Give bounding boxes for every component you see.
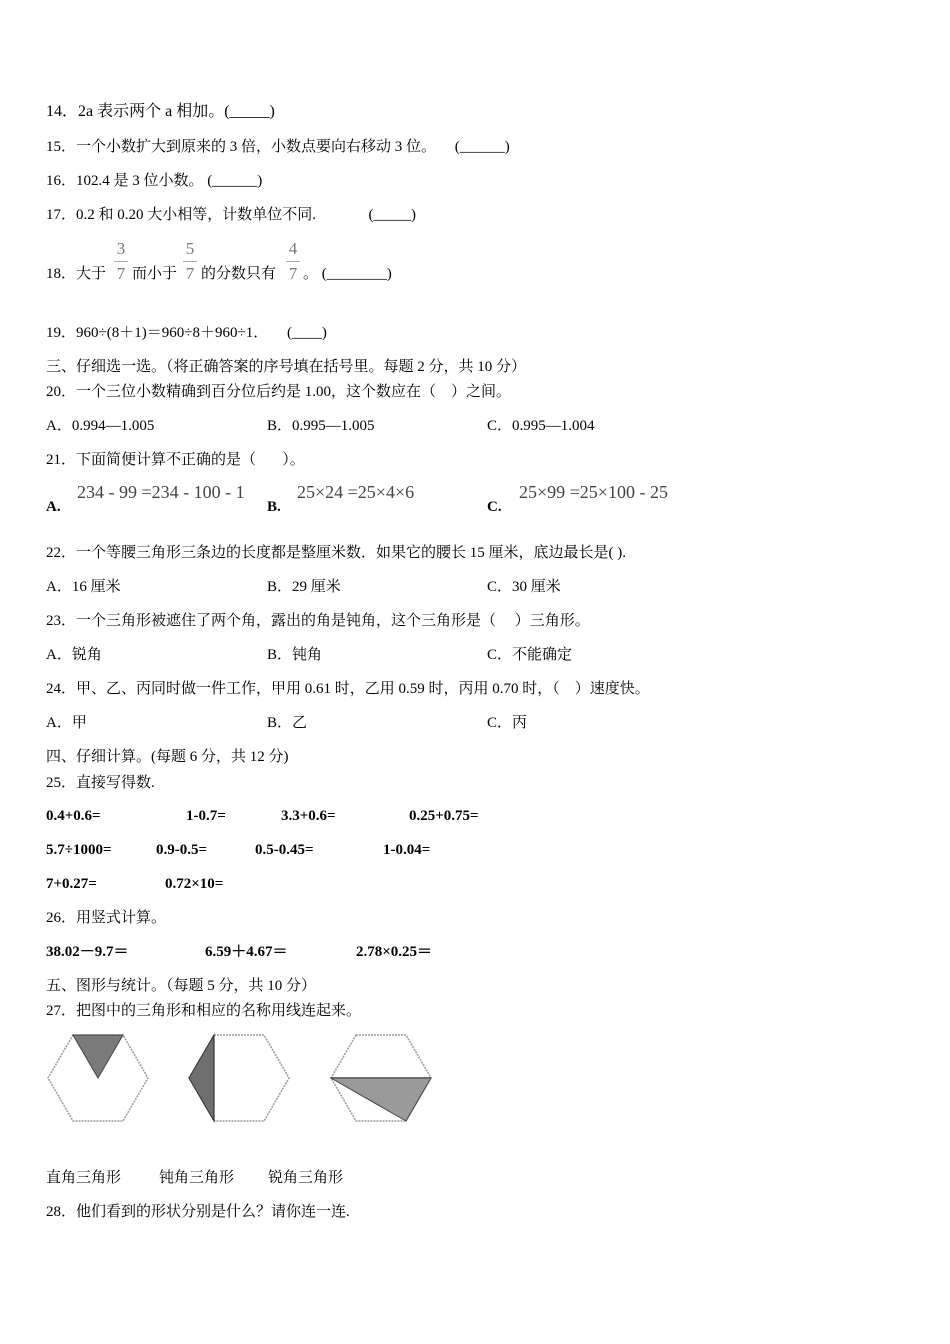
q22-option-c: C．30 厘米 [487, 579, 561, 595]
acute-triangle-shaded [73, 1035, 123, 1078]
q23-option-a: A．锐角 [46, 647, 102, 663]
q21-label-a: A. [46, 499, 61, 515]
q24-option-a: A．甲 [46, 715, 87, 731]
question-19: 19．960÷(8＋1)＝960÷8＋960÷1． (____) [46, 325, 327, 341]
q20-option-b: B．0.995—1.005 [267, 418, 375, 434]
hexagon-2 [189, 1035, 289, 1121]
question-24: 24．甲、乙、丙同时做一件工作，甲用 0.61 时，乙用 0.59 时，丙用 0.70 时，（ ）速度快。 [46, 681, 650, 697]
question-27: 27．把图中的三角形和相应的名称用线连起来。 [46, 1003, 362, 1019]
question-14: 14．2a 表示两个 a 相加。(_____) [46, 103, 275, 120]
triangle-name-right: 直角三角形 [46, 1170, 122, 1186]
q20-option-c: C．0.995—1.004 [487, 418, 595, 434]
q21-label-b: B. [267, 499, 281, 515]
calc-item: 0.9-0.5= [156, 842, 208, 858]
calc-item: 1-0.04= [383, 842, 431, 858]
q22-option-b: B．29 厘米 [267, 579, 341, 595]
q22-option-a: A．16 厘米 [46, 579, 121, 595]
fraction-4-7: 4 7 [286, 240, 300, 283]
calc-item: 7+0.27= [46, 876, 97, 892]
hexagon-1 [48, 1035, 148, 1121]
question-21: 21．下面简便计算不正确的是（ ）。 [46, 452, 305, 468]
hexagon-3 [331, 1035, 431, 1121]
calc-item: 1-0.7= [186, 808, 226, 824]
q23-option-c: C．不能确定 [487, 647, 573, 663]
q18-mid1: 而小于 [132, 266, 178, 282]
question-20: 20．一个三位小数精确到百分位后约是 1.00，这个数应在（ ）之间。 [46, 384, 512, 400]
section-4-heading: 四、仔细计算。(每题 6 分，共 12 分) [46, 749, 289, 765]
question-28: 28．他们看到的形状分别是什么？请你连一连. [46, 1204, 350, 1220]
fraction-3-7: 3 7 [114, 240, 128, 283]
calc-item: 3.3+0.6= [281, 808, 336, 824]
vertical-calc-item: 6.59＋4.67＝ [205, 944, 288, 960]
question-23: 23．一个三角形被遮住了两个角，露出的角是钝角，这个三角形是（ ）三角形。 [46, 613, 590, 629]
q18-prefix: 18．大于 [46, 266, 107, 282]
question-16: 16．102.4 是 3 位小数。 (______) [46, 173, 263, 189]
question-15: 15．一个小数扩大到原来的 3 倍，小数点要向右移动 3 位。 (______) [46, 139, 510, 155]
question-25: 25．直接写得数. [46, 775, 155, 791]
q21-expr-c: 25×99 =25×100 - 25 [519, 482, 668, 502]
calc-item: 0.5-0.45= [255, 842, 314, 858]
q21-label-c: C. [487, 499, 502, 515]
triangle-name-obtuse: 钝角三角形 [159, 1170, 235, 1186]
q21-expr-b: 25×24 =25×4×6 [297, 482, 415, 502]
calc-item: 0.25+0.75= [409, 808, 479, 824]
q21-expr-a: 234 - 99 =234 - 100 - 1 [77, 482, 245, 502]
question-22: 22．一个等腰三角形三条边的长度都是整厘米数．如果它的腰长 15 厘米，底边最长是( ). [46, 545, 626, 561]
section-5-heading: 五、图形与统计。（每题 5 分，共 10 分） [46, 978, 317, 994]
question-17: 17．0.2 和 0.20 大小相等，计数单位不同. (_____) [46, 207, 416, 223]
vertical-calc-item: 2.78×0.25＝ [356, 944, 433, 960]
q23-option-b: B．钝角 [267, 647, 323, 663]
calc-item: 0.72×10= [165, 876, 224, 892]
q24-option-b: B．乙 [267, 715, 308, 731]
right-triangle-shaded [189, 1035, 214, 1121]
question-26: 26．用竖式计算。 [46, 910, 167, 926]
q24-option-c: C．丙 [487, 715, 528, 731]
q18-mid2: 的分数只有 [201, 266, 277, 282]
triangle-name-acute: 锐角三角形 [268, 1170, 344, 1186]
obtuse-triangle-shaded [331, 1078, 431, 1121]
fraction-5-7: 5 7 [183, 240, 197, 283]
q20-option-a: A．0.994—1.005 [46, 418, 155, 434]
calc-item: 5.7÷1000= [46, 842, 112, 858]
calc-item: 0.4+0.6= [46, 808, 101, 824]
q18-suffix: 。 (________) [303, 266, 392, 282]
vertical-calc-item: 38.02－9.7＝ [46, 944, 129, 960]
section-3-heading: 三、仔细选一选。（将正确答案的序号填在括号里。每题 2 分，共 10 分） [46, 359, 527, 375]
